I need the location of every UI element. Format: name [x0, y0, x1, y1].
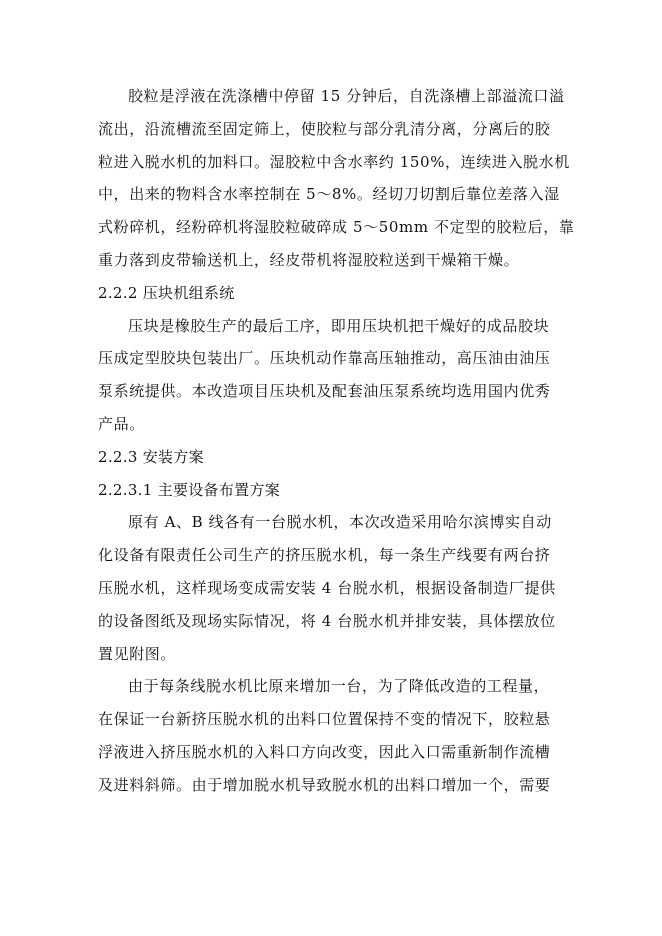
section-heading-2-2-3-1 — [98, 474, 546, 507]
text-line: 式粉碎机，经粉碎机将湿胶粒破碎成 5～50mm 不定型的胶粒后，靠 — [98, 218, 575, 237]
document-body — [98, 80, 575, 802]
text-line: 原有 A、B 线各有一台脱水机，本次改造采用哈尔滨博实自动 — [128, 513, 552, 532]
text-line: 及进料斜筛。由于增加脱水机导致脱水机的出料口增加一个，需要 — [98, 775, 551, 794]
text-line: 由于每条线脱水机比原来增加一台，为了降低改造的工程量， — [128, 677, 550, 696]
text-line: 化设备有限责任公司生产的挤压脱水机，每一条生产线要有两台挤 — [98, 546, 551, 565]
text-line: 压成定型胶块包装出厂。压块机动作靠高压轴推动，高压油由油压 — [98, 349, 551, 368]
heading-text: 2.2.3 安装方案 — [98, 447, 204, 466]
paragraph-modification — [98, 670, 551, 801]
text-line: 压脱水机，这样现场变成需安装 4 台脱水机，根据设备制造厂提供 — [98, 578, 556, 597]
text-line: 产品。 — [98, 414, 145, 433]
text-line: 在保证一台新挤压脱水机的出料口位置保持不变的情况下，胶粒悬 — [98, 710, 551, 729]
text-line: 胶粒是浮液在洗涤槽中停留 15 分钟后，自洗涤槽上部溢流口溢 — [128, 87, 565, 105]
text-line: 压块是橡胶生产的最后工序，即用压块机把干燥好的成品胶块 — [128, 316, 550, 335]
paragraph-dewatering-process — [98, 80, 575, 277]
text-line: 粒进入脱水机的加料口。湿胶粒中含水率约 150%，连续进入脱水机 — [98, 152, 570, 171]
paragraph-baling-system — [98, 310, 551, 441]
text-line: 中，出来的物料含水率控制在 5～8%。经切刀切割后靠位差落入湿 — [98, 185, 560, 204]
section-heading-2-2-2 — [98, 277, 546, 310]
text-line: 泵系统提供。本改造项目压块机及配套油压泵系统均选用国内优秀 — [98, 382, 551, 401]
text-line: 流出，沿流槽流至固定筛上，使胶粒与部分乳清分离，分离后的胶 — [98, 119, 551, 138]
heading-text: 2.2.3.1 主要设备布置方案 — [98, 480, 281, 499]
paragraph-equipment-layout — [98, 506, 556, 670]
section-heading-2-2-3 — [98, 441, 546, 474]
text-line: 的设备图纸及现场实际情况，将 4 台脱水机并排安装，具体摆放位 — [98, 611, 556, 630]
text-line: 置见附图。 — [98, 644, 177, 663]
text-line: 重力落到皮带输送机上，经皮带机将湿胶粒送到干燥箱干燥。 — [98, 250, 520, 269]
heading-text: 2.2.2 压块机组系统 — [98, 283, 235, 302]
text-line: 浮液进入挤压脱水机的入料口方向改变，因此入口需重新制作流槽 — [98, 742, 551, 761]
